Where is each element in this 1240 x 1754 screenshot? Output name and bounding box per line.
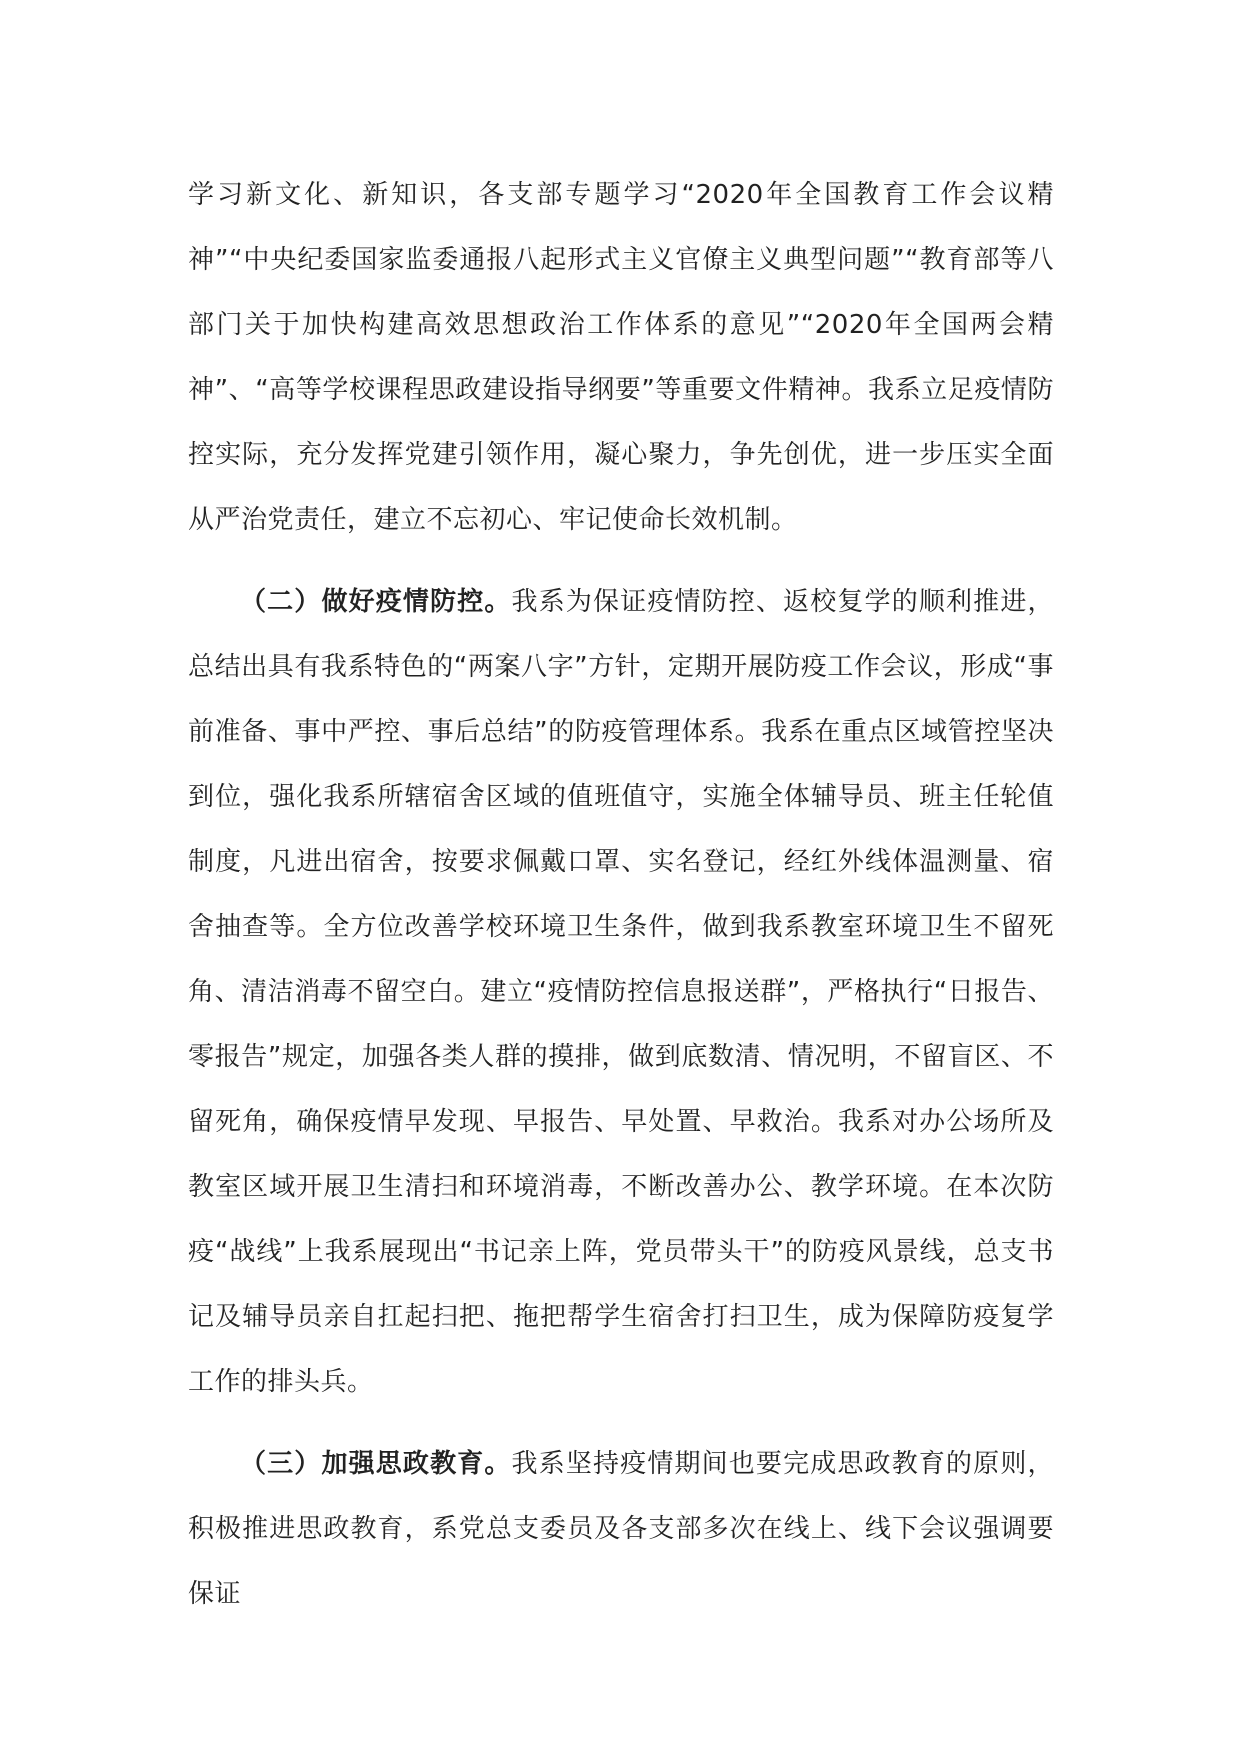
paragraph-1-text (188, 163, 1054, 553)
paragraph-2-body: 我系为保证疫情防控、返校复学的顺利推进，总结出具有我系特色的“两案八字”方针，定期开展防疫工作会议，形成“事前准备、事中严控、事后总结”的防疫管理体系。我系在重点区域管控坚决到位，强化我系所辖宿舍区域的值班值守，实施全体辅导员、班主任轮值制度，凡进出宿舍，按要求佩戴口罩、实名登记，经红外线体温测量、宿舍抽查等。全方位改善学校环境卫生条件，做到我系教室环境卫生不留死角、清洁消毒不留空白。建立“疫情防控信息报送群”，严格执行“日报告、零报告”规定，加强各类人群的摸排，做到底数清、情况明，不留盲区、不留死角，确保疫情早发现、早报告、早处置、早救治。我系对办公场所及教室区域开展卫生清扫和环境消毒，不断改善办公、教学环境。在本次防疫“战线”上我系展现出“书记亲上阵，党员带头干”的防疫风景线，总支书记及辅导员亲自扛起扫把、拖把帮学生宿舍打扫卫生，成为保障防疫复学工作的排头兵。 (188, 587, 1054, 1397)
paragraph-2-heading: （二）做好疫情防控。 (240, 587, 512, 617)
paragraph-3-text (188, 1432, 1054, 1627)
paragraph-3 (188, 1432, 1054, 1627)
paragraph-2-text (188, 570, 1054, 1415)
paragraph-1-body: 学习新文化、新知识，各支部专题学习“2020年全国教育工作会议精神”“中央纪委国家监委通报八起形式主义官僚主义典型问题”“教育部等八部门关于加快构建高效思想政治工作体系的意见”“2020年全国两会精神”、“高等学校课程思政建设指导纲要”等重要文件精神。我系立足疫情防控实际，充分发挥党建引领作用，凝心聚力，争先创优，进一步压实全面从严治党责任，建立不忘初心、牢记使命长效机制。 (188, 180, 1054, 535)
paragraph-2 (188, 570, 1054, 1415)
paragraph-3-body: 我系坚持疫情期间也要完成思政教育的原则，积极推进思政教育，系党总支委员及各支部多次在线上、线下会议强调要保证 (188, 1449, 1054, 1609)
paragraph-3-heading: （三）加强思政教育。 (240, 1449, 512, 1479)
paragraph-1 (188, 163, 1054, 553)
